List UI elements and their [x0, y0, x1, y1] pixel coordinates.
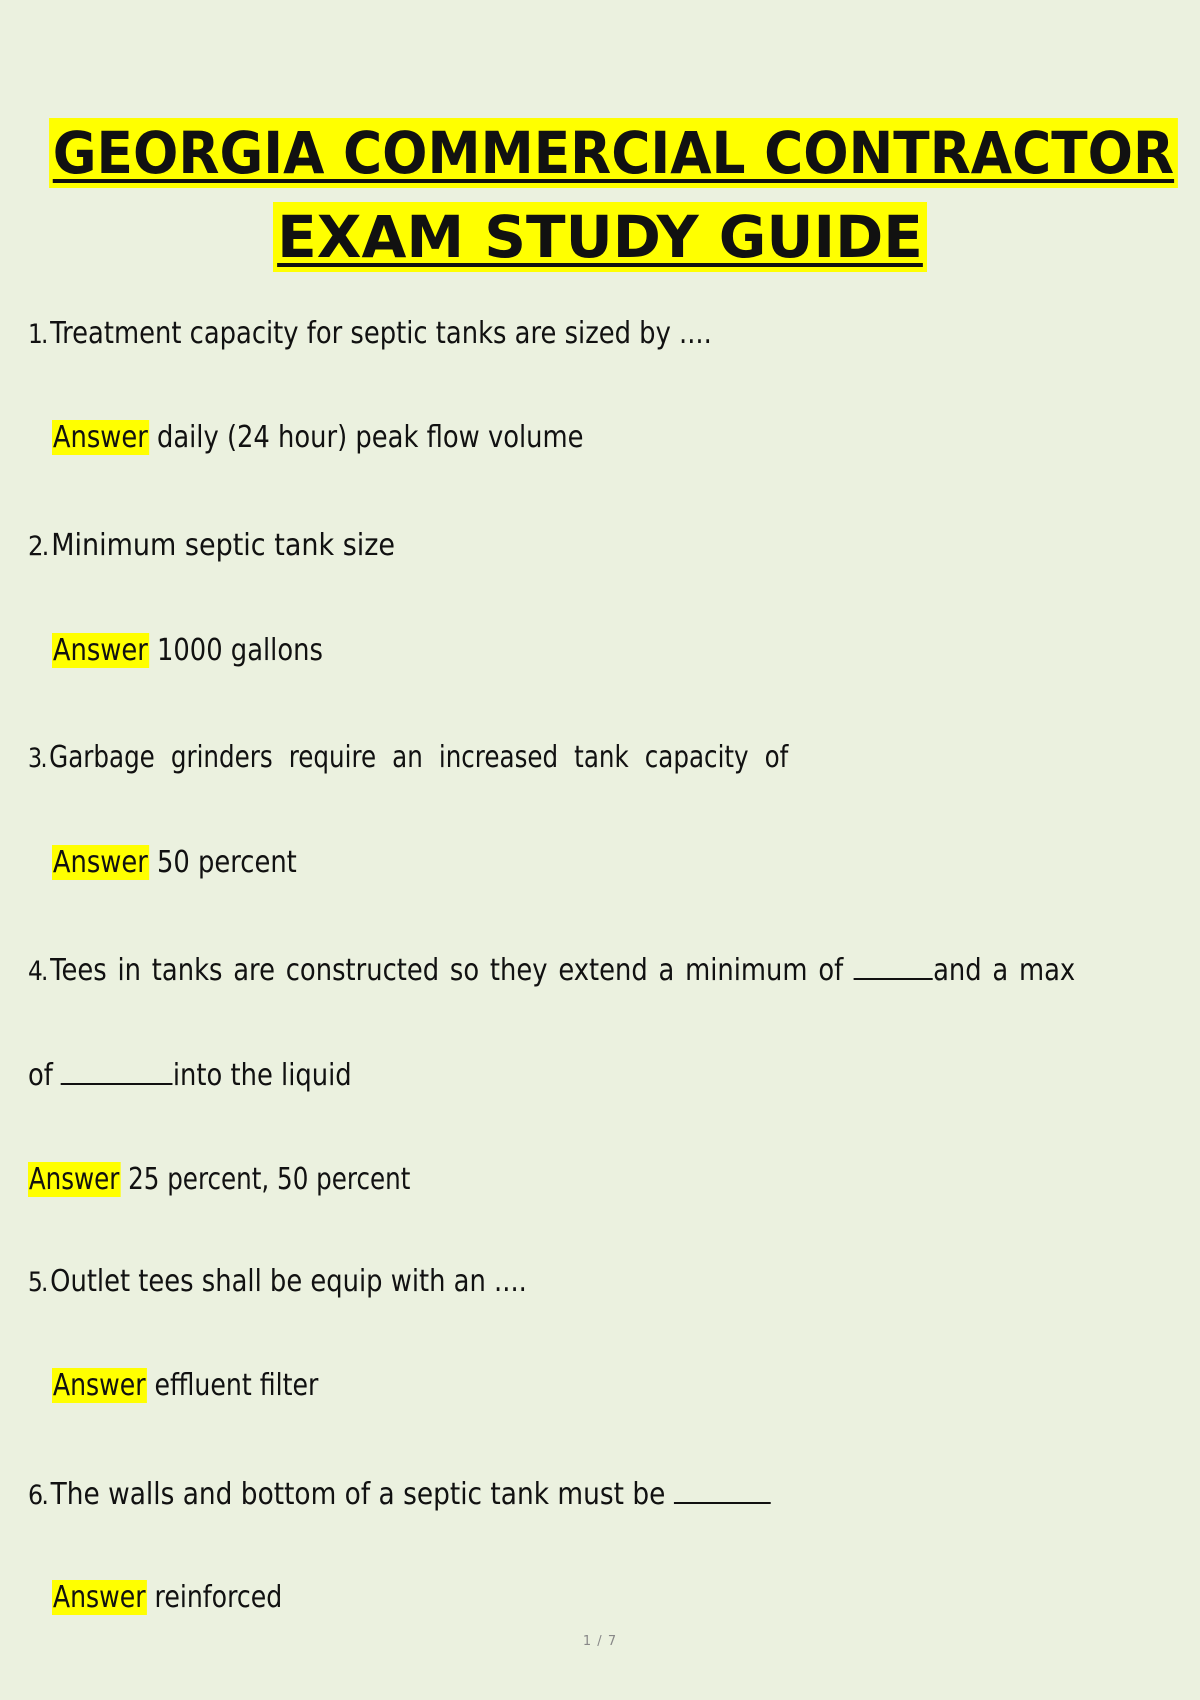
- question-number: 5.: [28, 1267, 47, 1298]
- question-1: [28, 314, 712, 355]
- fill-in-blank: [674, 1474, 771, 1504]
- answer-5: [52, 1366, 318, 1406]
- question-4-continued: [28, 1055, 352, 1096]
- answer-text: 1000 gallons: [148, 633, 323, 668]
- question-2: [28, 526, 395, 567]
- answer-label: Answer: [52, 1368, 146, 1403]
- question-text-part-3: of: [28, 1058, 62, 1093]
- answer-2: [52, 631, 323, 671]
- title-line-1: GEORGIA COMMERCIAL CONTRACTOR: [49, 118, 1178, 188]
- answer-text: 50 percent: [148, 845, 297, 880]
- answer-6: [52, 1578, 282, 1618]
- question-text: The walls and bottom of a septic tank must be: [50, 1477, 674, 1512]
- question-4: [28, 950, 1075, 992]
- title-line-2: EXAM STUDY GUIDE: [273, 202, 927, 272]
- question-text: Garbage grinders require an increased tank capacity of: [49, 740, 789, 775]
- answer-text: daily (24 hour) peak flow volume: [148, 420, 584, 455]
- fill-in-blank: [61, 1055, 173, 1085]
- answer-text: reinforced: [146, 1580, 283, 1615]
- question-text: Outlet tees shall be equip with an ....: [50, 1264, 527, 1299]
- question-number: 1.: [28, 319, 47, 350]
- question-number: 6.: [28, 1480, 48, 1511]
- question-text-part-1: Tees in tanks are constructed so they extend a minimum of: [50, 953, 854, 988]
- document-title: [0, 118, 1200, 272]
- answer-3: [52, 843, 297, 883]
- answer-1: [52, 418, 584, 458]
- answer-text: effluent filter: [146, 1368, 319, 1403]
- question-text: Minimum septic tank size: [51, 528, 396, 563]
- answer-4: [28, 1160, 410, 1200]
- question-3: [28, 738, 788, 779]
- page-number: 1 / 7: [582, 1634, 618, 1649]
- question-6: [28, 1474, 771, 1516]
- answer-label: Answer: [52, 633, 148, 668]
- fill-in-blank: [854, 950, 933, 980]
- question-text-part-2: and a max: [933, 953, 1076, 988]
- answer-text: 25 percent, 50 percent: [120, 1162, 411, 1197]
- question-number: 4.: [28, 956, 47, 987]
- answer-label: Answer: [52, 1580, 146, 1615]
- question-5: [28, 1262, 527, 1303]
- answer-label: Answer: [52, 420, 148, 455]
- answer-label: Answer: [28, 1162, 120, 1197]
- question-text-part-4: into the liquid: [172, 1058, 352, 1093]
- question-number: 2.: [28, 531, 48, 562]
- question-text: Treatment capacity for septic tanks are sized by ....: [50, 316, 712, 351]
- answer-label: Answer: [52, 845, 148, 880]
- question-number: 3.: [28, 743, 46, 774]
